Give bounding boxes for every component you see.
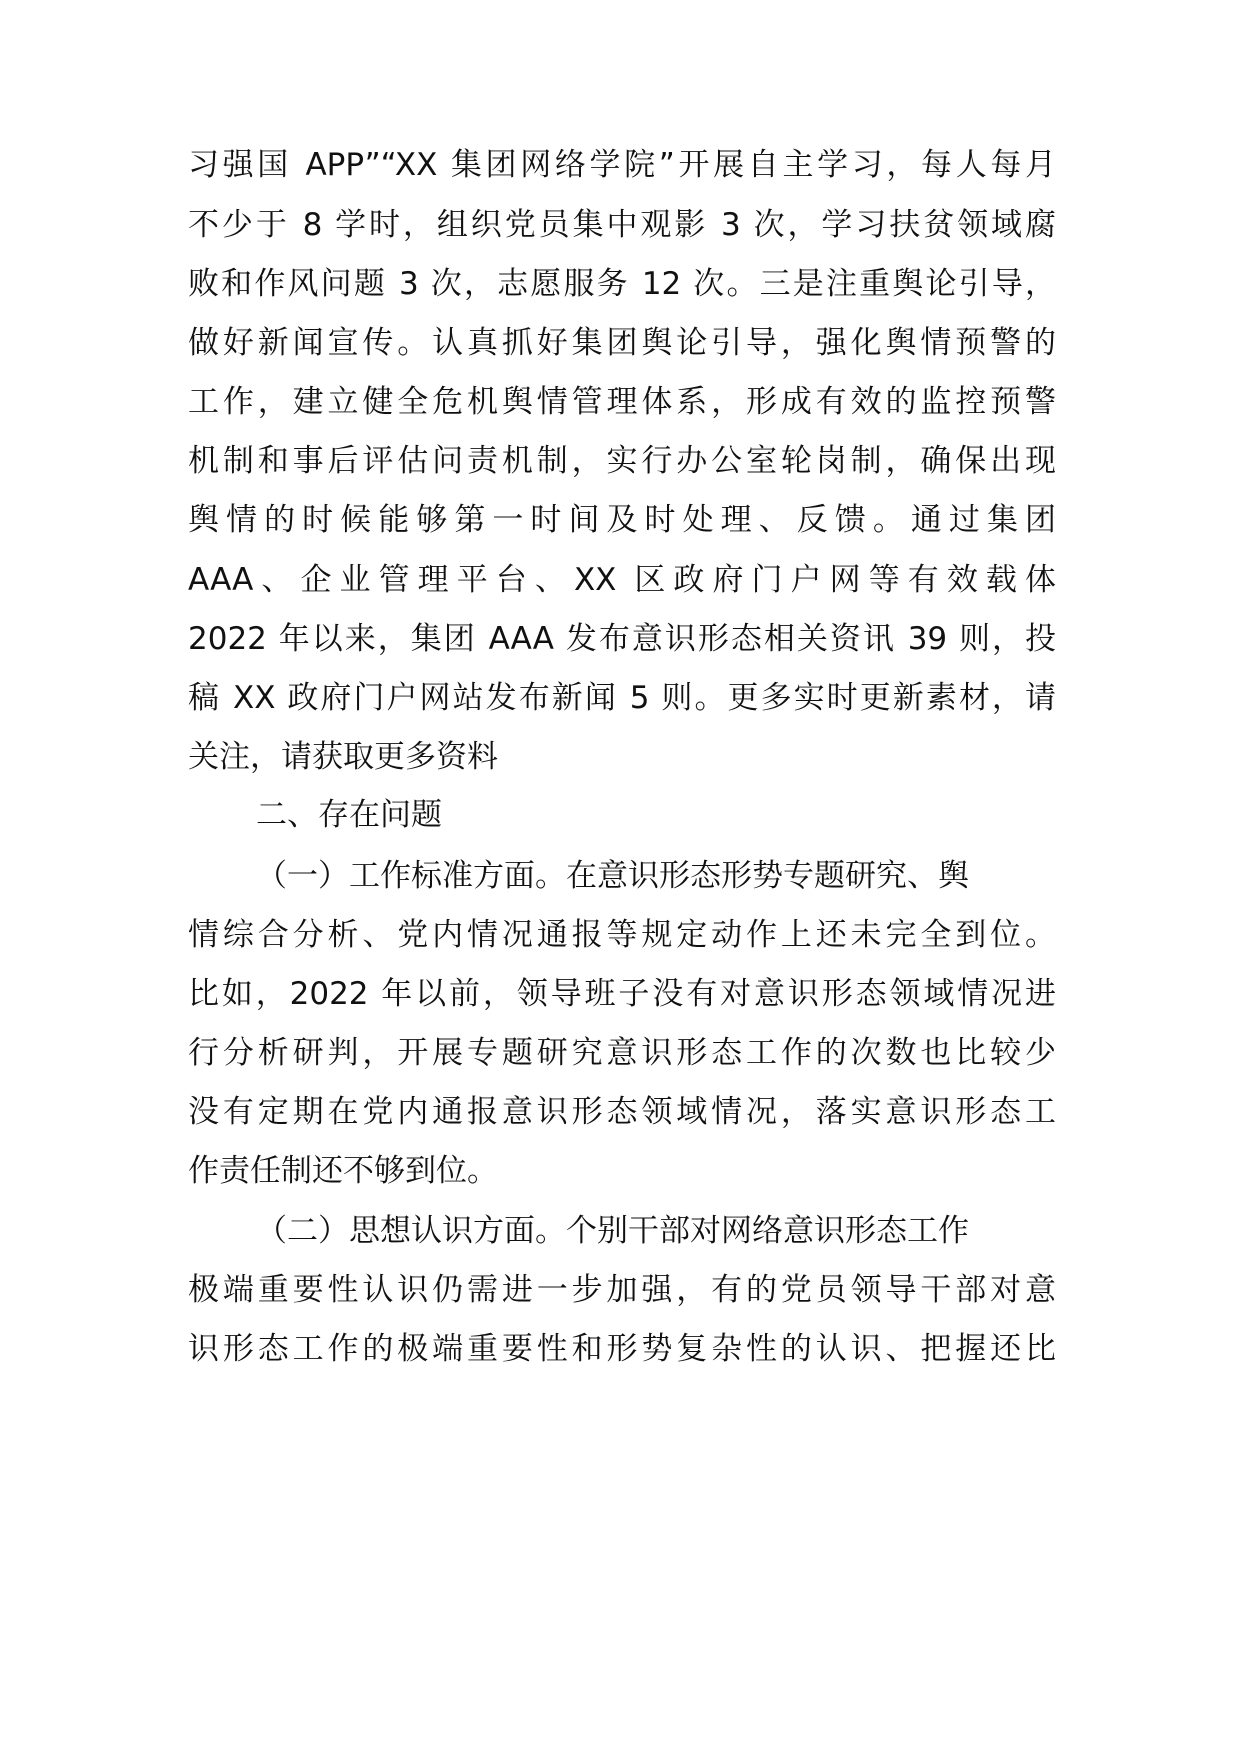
subsection-heading-line: （二）思想认识方面。个别干部对网络意识形态工作 <box>256 1213 969 1249</box>
body-text-line: 情综合分析、党内情况通报等规定动作上还未完全到位。 <box>188 917 1056 953</box>
body-text-line: 极端重要性认识仍需进一步加强，有的党员领导干部对意 <box>188 1272 1056 1308</box>
body-text-line: 没有定期在党内通报意识形态领域情况，落实意识形态工 <box>188 1094 1056 1130</box>
subsection-heading-line: （一）工作标准方面。在意识形态形势专题研究、舆 <box>256 858 969 894</box>
body-text-line: 行分析研判，开展专题研究意识形态工作的次数也比较少 <box>188 1035 1056 1071</box>
body-text-line: 识形态工作的极端重要性和形势复杂性的认识、把握还比 <box>188 1331 1056 1367</box>
body-text-line: 不少于 8 学时，组织党员集中观影 3 次，学习扶贫领域腐 <box>188 207 1056 243</box>
body-text-line: 习强国 APP”“XX 集团网络学院”开展自主学习，每人每月 <box>188 147 1056 183</box>
body-text-line: 做好新闻宣传。认真抓好集团舆论引导，强化舆情预警的 <box>188 325 1056 361</box>
body-text-line: 关注，请获取更多资料 <box>188 739 498 775</box>
body-text-line: 败和作风问题 3 次，志愿服务 12 次。三是注重舆论引导， <box>188 266 1056 302</box>
body-text-line: 作责任制还不够到位。 <box>188 1153 498 1189</box>
body-text-line: 稿 XX 政府门户网站发布新闻 5 则。更多实时更新素材，请 <box>188 680 1056 716</box>
body-text-line: 机制和事后评估问责机制，实行办公室轮岗制，确保出现 <box>188 443 1056 479</box>
body-text-line: 2022 年以来，集团 AAA 发布意识形态相关资讯 39 则，投 <box>188 621 1056 657</box>
body-text-line: 舆情的时候能够第一时间及时处理、反馈。通过集团 <box>188 502 1056 538</box>
section-heading: 二、存在问题 <box>256 797 442 833</box>
body-text-line: AAA、企业管理平台、XX 区政府门户网等有效载体 <box>188 562 1056 598</box>
body-text-line: 工作，建立健全危机舆情管理体系，形成有效的监控预警 <box>188 384 1056 420</box>
body-text-line: 比如，2022 年以前，领导班子没有对意识形态领域情况进 <box>188 976 1056 1012</box>
